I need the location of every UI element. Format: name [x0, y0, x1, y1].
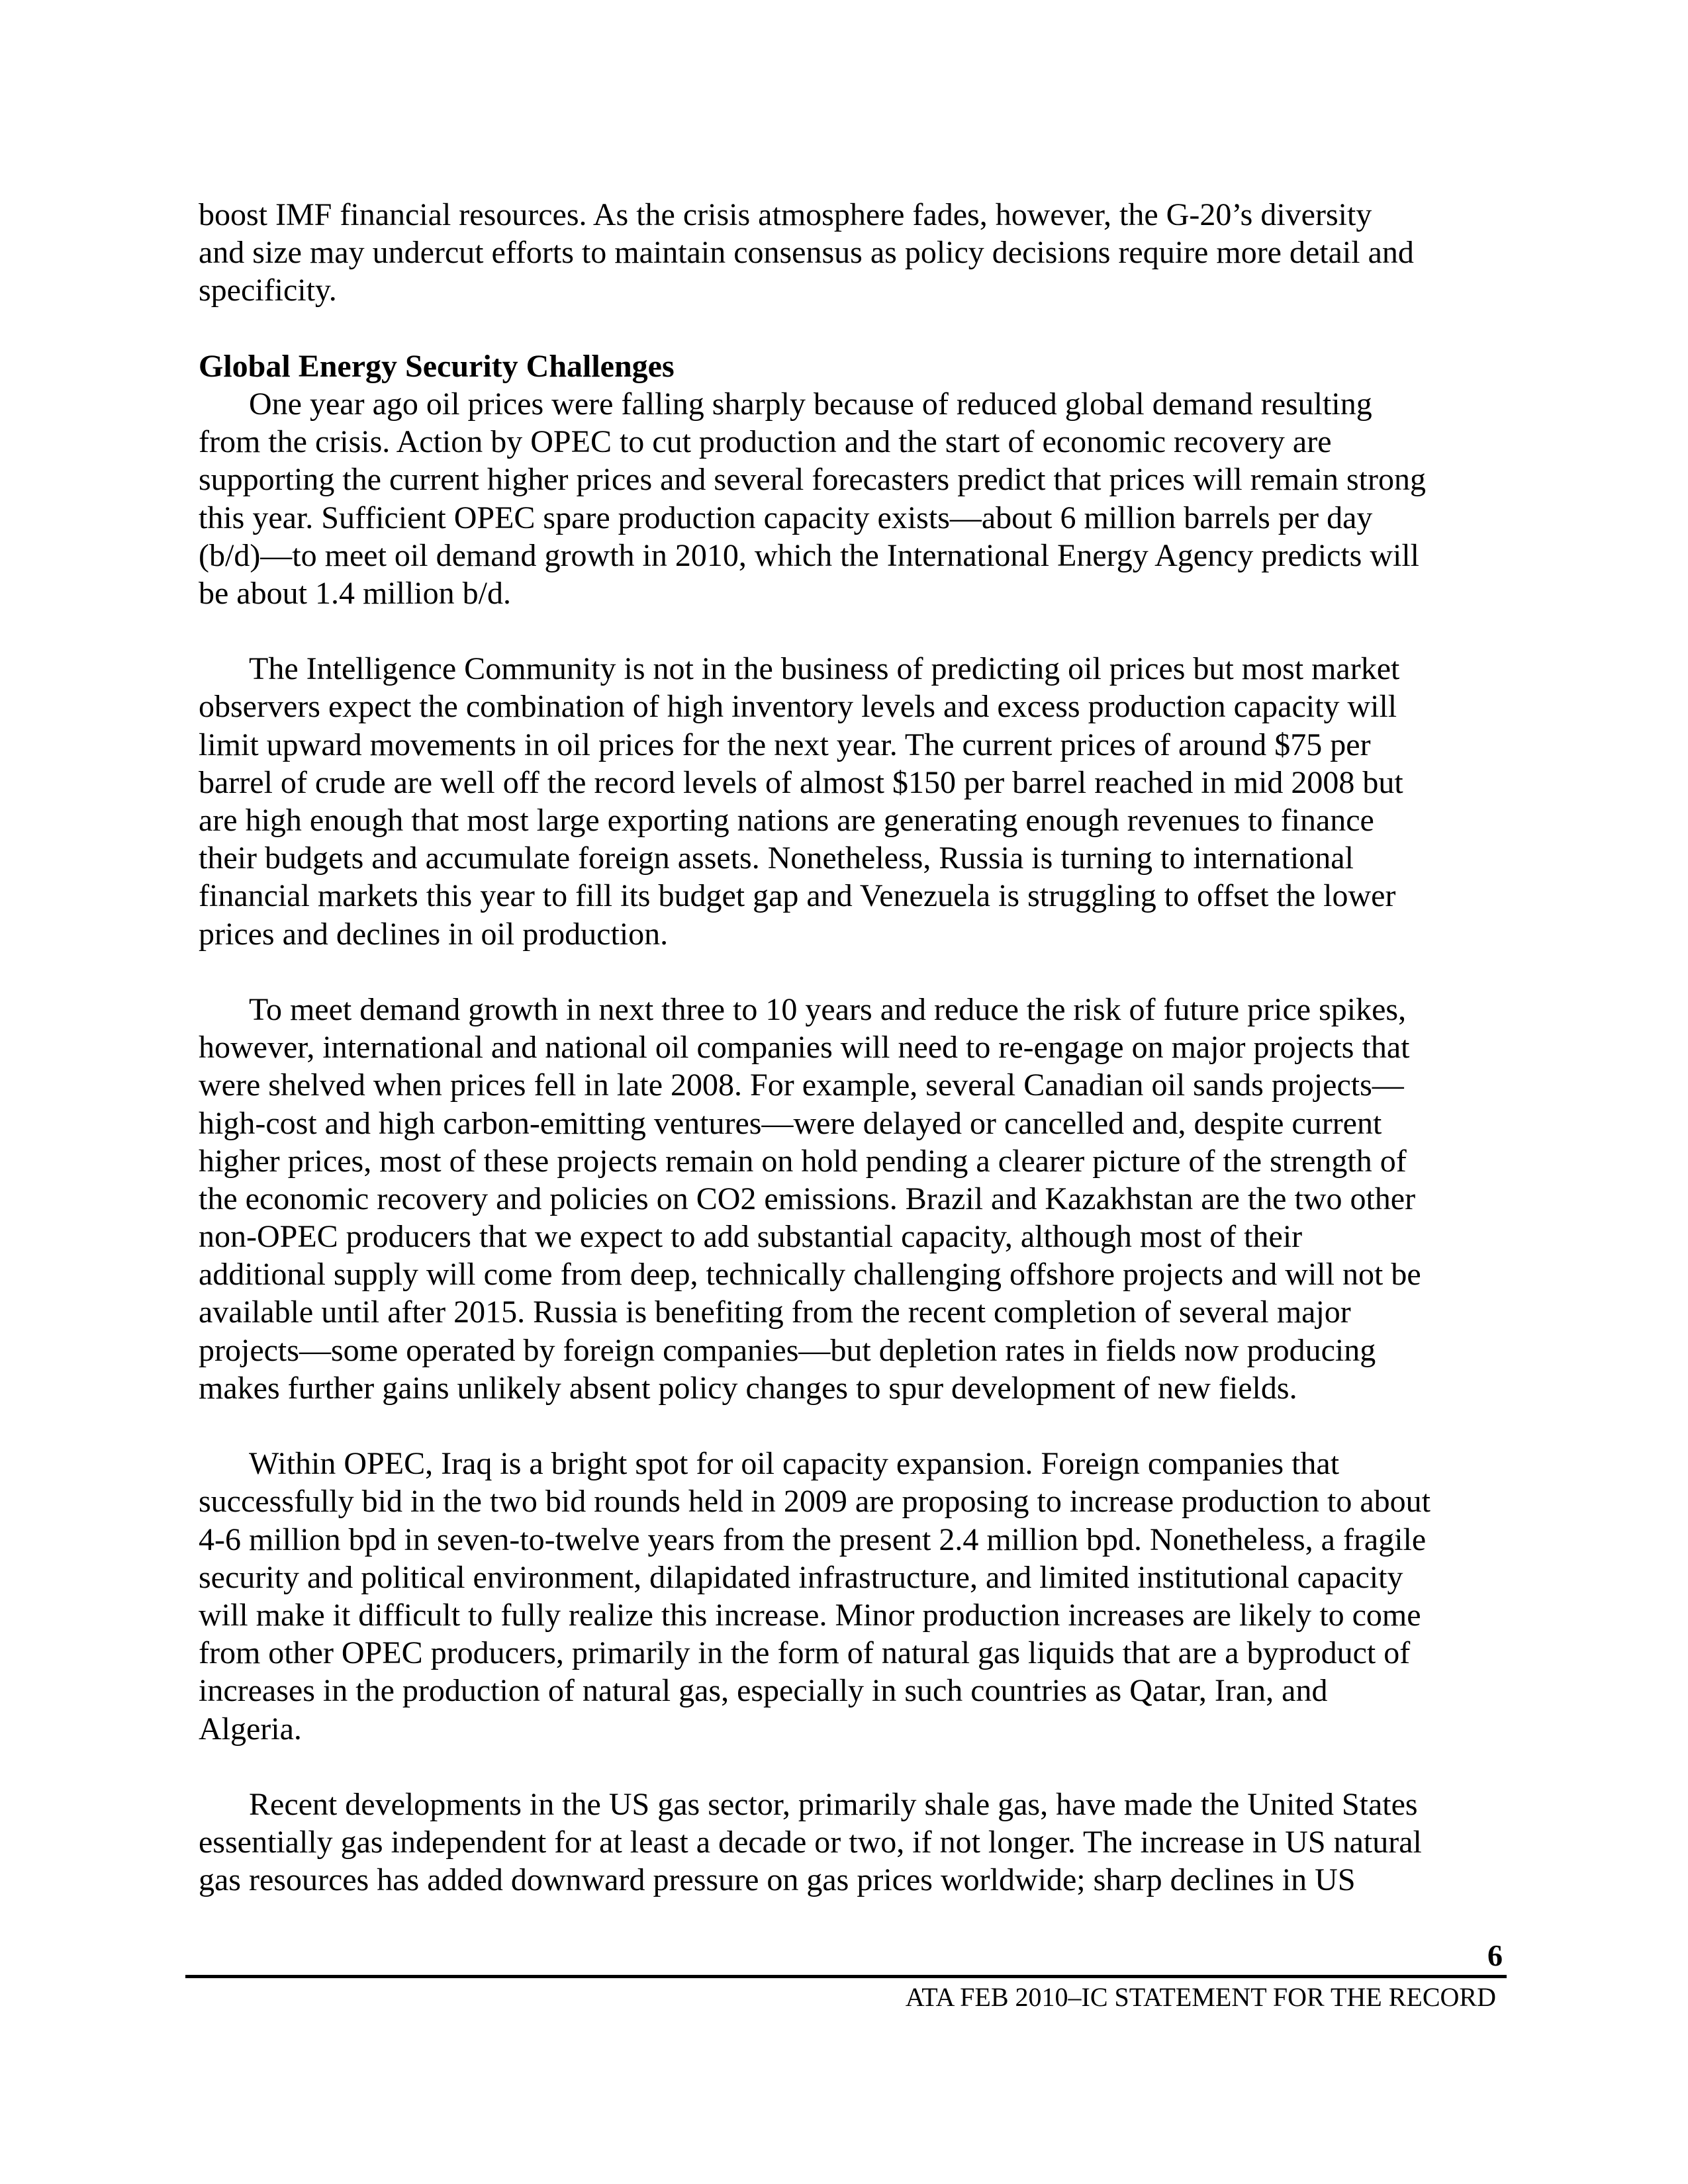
footer-divider: [185, 1975, 1507, 1978]
text-line: from the crisis. Action by OPEC to cut production and the start of economic recovery are: [199, 424, 1332, 460]
text-line: limit upward movements in oil prices for the next year. The current prices of around $75 per: [199, 727, 1371, 762]
text-line: will make it difficult to fully realize this increase. Minor production increases are likely to come: [199, 1597, 1421, 1633]
text-line: from other OPEC producers, primarily in the form of natural gas liquids that are a byproduct of: [199, 1635, 1411, 1671]
paragraph-demand-growth: [199, 991, 1483, 1407]
text-line: Algeria.: [199, 1711, 302, 1747]
text-line: available until after 2015. Russia is benefiting from the recent completion of several major: [199, 1295, 1351, 1330]
text-line: projects—some operated by foreign companies—but depletion rates in fields now producing: [199, 1332, 1376, 1368]
text-line: 4-6 million bpd in seven-to-twelve years from the present 2.4 million bpd. Nonetheless, a fragile: [199, 1522, 1427, 1557]
text-line: the economic recovery and policies on CO2 emissions. Brazil and Kazakhstan are the two other: [199, 1181, 1416, 1216]
paragraph-gap: [199, 1407, 1483, 1445]
text-line: high-cost and high carbon-emitting ventures—were delayed or cancelled and, despite current: [199, 1105, 1382, 1141]
intro-paragraph: [199, 196, 1483, 310]
running-footer-title: ATA FEB 2010–IC STATEMENT FOR THE RECORD: [905, 1982, 1496, 2012]
text-line: prices and declines in oil production.: [199, 916, 669, 952]
text-line: supporting the current higher prices and several forecasters predict that prices will remain strong: [199, 462, 1426, 498]
text-line: successfully bid in the two bid rounds held in 2009 are proposing to increase production to about: [199, 1484, 1430, 1520]
paragraph-oil-prices: [199, 385, 1483, 612]
paragraph-us-gas: [199, 1786, 1483, 1899]
text-line: makes further gains unlikely absent policy changes to spur development of new fields.: [199, 1370, 1297, 1406]
section-heading: Global Energy Security Challenges: [199, 348, 675, 384]
paragraph-gap: [199, 953, 1483, 991]
paragraph-gap: [199, 310, 1483, 347]
text-line: this year. Sufficient OPEC spare production capacity exists—about 6 million barrels per day: [199, 500, 1373, 535]
text-line: boost IMF financial resources. As the crisis atmosphere fades, however, the G-20’s diversity: [199, 197, 1372, 232]
paragraph-gap: [199, 1748, 1483, 1786]
text-line: The Intelligence Community is not in the business of predicting oil prices but most market: [249, 651, 1400, 687]
text-line: are high enough that most large exporting nations are generating enough revenues to finance: [199, 803, 1374, 838]
text-line: increases in the production of natural gas, especially in such countries as Qatar, Iran, and: [199, 1673, 1328, 1709]
text-line: financial markets this year to fill its budget gap and Venezuela is struggling to offset the lower: [199, 878, 1396, 914]
text-line: their budgets and accumulate foreign assets. Nonetheless, Russia is turning to international: [199, 841, 1354, 876]
text-line: One year ago oil prices were falling sharply because of reduced global demand resulting: [249, 386, 1372, 422]
text-line: additional supply will come from deep, technically challenging offshore projects and will not be: [199, 1257, 1421, 1293]
text-line: higher prices, most of these projects remain on hold pending a clearer picture of the strength of: [199, 1143, 1407, 1179]
paragraph-gap: [199, 612, 1483, 650]
text-line: Within OPEC, Iraq is a bright spot for oil capacity expansion. Foreign companies that: [249, 1446, 1340, 1482]
paragraph-intelligence-community: [199, 650, 1483, 953]
page-number: 6: [1487, 1938, 1503, 1972]
text-line: be about 1.4 million b/d.: [199, 575, 511, 611]
text-line: observers expect the combination of high inventory levels and excess production capacity will: [199, 689, 1397, 725]
text-line: (b/d)—to meet oil demand growth in 2010, which the International Energy Agency predicts will: [199, 537, 1420, 573]
text-line: were shelved when prices fell in late 2008. For example, several Canadian oil sands projects—: [199, 1068, 1404, 1103]
text-line: essentially gas independent for at least a decade or two, if not longer. The increase in US natural: [199, 1825, 1422, 1860]
text-line: security and political environment, dilapidated infrastructure, and limited institutional capacity: [199, 1559, 1403, 1595]
text-line: specificity.: [199, 273, 337, 308]
document-body: [199, 196, 1483, 1899]
text-line: non-OPEC producers that we expect to add substantial capacity, although most of their: [199, 1219, 1303, 1255]
text-line: barrel of crude are well off the record levels of almost $150 per barrel reached in mid 2008 but: [199, 764, 1403, 800]
text-line: however, international and national oil companies will need to re-engage on major projects that: [199, 1030, 1410, 1066]
text-line: gas resources has added downward pressure on gas prices worldwide; sharp declines in US: [199, 1862, 1356, 1898]
text-line: and size may undercut efforts to maintain consensus as policy decisions require more detail and: [199, 235, 1414, 271]
text-line: To meet demand growth in next three to 10 years and reduce the risk of future price spikes,: [249, 991, 1407, 1027]
paragraph-opec-iraq: [199, 1445, 1483, 1748]
text-line: Recent developments in the US gas sector, primarily shale gas, have made the United States: [249, 1786, 1418, 1822]
